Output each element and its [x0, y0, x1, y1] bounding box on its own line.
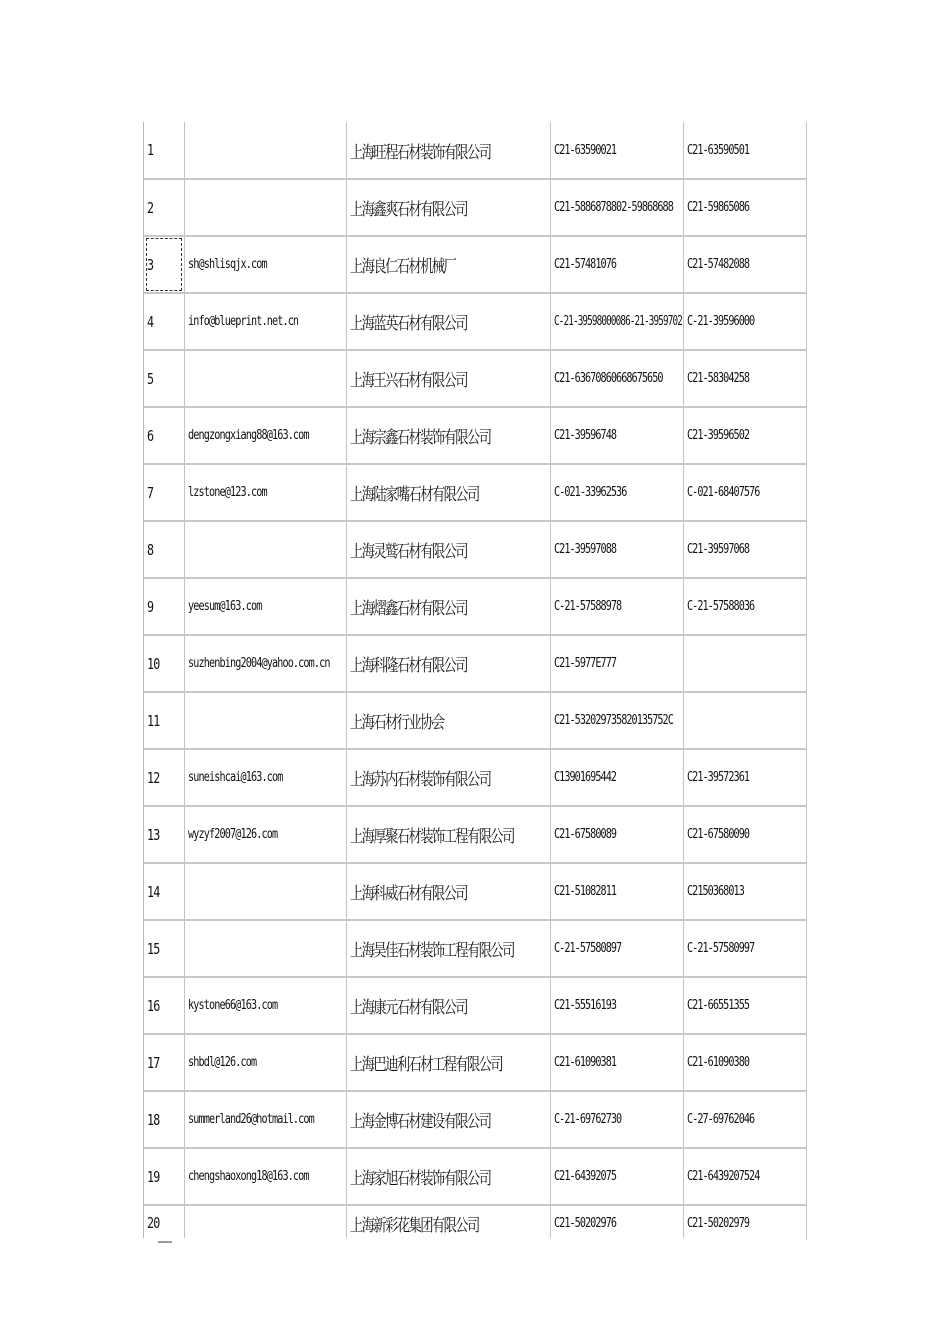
email-cell[interactable]: dengzongxiang88@163.com: [184, 407, 346, 464]
email-cell[interactable]: [184, 179, 346, 236]
table-row: [144, 578, 806, 635]
row-number[interactable]: 4: [144, 293, 184, 350]
table-row: [144, 977, 806, 1034]
contacts-table: [144, 122, 807, 1240]
row-number[interactable]: 11: [144, 692, 184, 749]
table-row: [144, 1205, 806, 1240]
fax-cell[interactable]: C21-6439207524: [683, 1148, 806, 1205]
company-name-cell[interactable]: 上海良仁石材机械厂: [346, 236, 550, 293]
table-row: [144, 1091, 806, 1148]
table-row: [144, 1034, 806, 1091]
company-name-cell[interactable]: 上海宗鑫石材装饰有限公司: [346, 407, 550, 464]
row-number[interactable]: 1: [144, 122, 184, 179]
company-name-cell[interactable]: 上海灵鹫石材有限公司: [346, 521, 550, 578]
phone-cell[interactable]: C21-61090381: [550, 1034, 683, 1091]
row-number[interactable]: 9: [144, 578, 184, 635]
row-number[interactable]: 16: [144, 977, 184, 1034]
email-cell[interactable]: [184, 920, 346, 977]
row-number[interactable]: 17: [144, 1034, 184, 1091]
company-name-cell[interactable]: 上海石材行业协会: [346, 692, 550, 749]
fax-cell[interactable]: C21-39597068: [683, 521, 806, 578]
fax-cell[interactable]: C21-39596502: [683, 407, 806, 464]
fax-cell[interactable]: C21-66551355: [683, 977, 806, 1034]
table-row: [144, 464, 806, 521]
table-row: [144, 179, 806, 236]
email-cell[interactable]: [184, 521, 346, 578]
email-cell[interactable]: [184, 1205, 346, 1240]
table-row: [144, 350, 806, 407]
table-row: [144, 635, 806, 692]
company-name-cell[interactable]: 上海旺程石材装饰有限公司: [346, 122, 550, 179]
fax-cell[interactable]: C21-50202979: [683, 1205, 806, 1240]
company-name-cell[interactable]: 上海金博石材建设有限公司: [346, 1091, 550, 1148]
phone-cell[interactable]: C-21-57588978: [550, 578, 683, 635]
company-name-cell[interactable]: 上海厚聚石材装饰工程有限公司: [346, 806, 550, 863]
company-name-cell[interactable]: 上海家旭石材装饰有限公司: [346, 1148, 550, 1205]
spreadsheet-table: [143, 122, 806, 1240]
fax-cell[interactable]: C21-58304258: [683, 350, 806, 407]
phone-cell[interactable]: C21-39596748: [550, 407, 683, 464]
email-cell[interactable]: [184, 350, 346, 407]
email-cell[interactable]: chengshaoxong18@163.com: [184, 1148, 346, 1205]
company-name-cell[interactable]: 上海科隆石材有限公司: [346, 635, 550, 692]
email-cell[interactable]: summerland26@hotmail.com: [184, 1091, 346, 1148]
row-number[interactable]: 18: [144, 1091, 184, 1148]
phone-cell[interactable]: C-21-57580897: [550, 920, 683, 977]
phone-cell[interactable]: C21-39597088: [550, 521, 683, 578]
company-name-cell[interactable]: 上海鑫爽石材有限公司: [346, 179, 550, 236]
row-number[interactable]: 19: [144, 1148, 184, 1205]
email-cell[interactable]: sh@shlisqjx.com: [184, 236, 346, 293]
phone-cell[interactable]: C-21-69762730: [550, 1091, 683, 1148]
phone-cell[interactable]: C21-50202976: [550, 1205, 683, 1240]
company-name-cell[interactable]: 上海王兴石材有限公司: [346, 350, 550, 407]
email-cell[interactable]: lzstone@123.com: [184, 464, 346, 521]
row-number[interactable]: 8: [144, 521, 184, 578]
company-name-cell[interactable]: 上海新彩花集团有限公司: [346, 1205, 550, 1240]
table-row: [144, 920, 806, 977]
table-row: [144, 749, 806, 806]
email-cell[interactable]: shbdl@126.com: [184, 1034, 346, 1091]
row-number[interactable]: 12: [144, 749, 184, 806]
company-name-cell[interactable]: 上海康元石材有限公司: [346, 977, 550, 1034]
row-number[interactable]: 20: [144, 1205, 184, 1240]
table-row: [144, 293, 806, 350]
fax-cell[interactable]: C21-59865086: [683, 179, 806, 236]
scroll-marker: [158, 1241, 172, 1243]
phone-cell[interactable]: C21-532029735820135752C: [550, 692, 683, 749]
fax-cell[interactable]: C-21-39596000: [683, 293, 806, 350]
table-row: [144, 236, 806, 293]
email-cell[interactable]: yeesum@163.com: [184, 578, 346, 635]
email-cell[interactable]: suzhenbing2004@yahoo.com.cn: [184, 635, 346, 692]
phone-cell[interactable]: C21-63590021: [550, 122, 683, 179]
table-row: [144, 692, 806, 749]
fax-cell[interactable]: C2150368013: [683, 863, 806, 920]
fax-cell[interactable]: C-21-57588036: [683, 578, 806, 635]
row-number[interactable]: 2: [144, 179, 184, 236]
email-cell[interactable]: [184, 692, 346, 749]
row-number[interactable]: 15: [144, 920, 184, 977]
phone-cell[interactable]: C21-63670860668675650: [550, 350, 683, 407]
phone-cell[interactable]: C21-55516193: [550, 977, 683, 1034]
company-name-cell[interactable]: 上海苏内石材装饰有限公司: [346, 749, 550, 806]
phone-cell[interactable]: C21-5977E777: [550, 635, 683, 692]
email-cell[interactable]: info@blueprint.net.cn: [184, 293, 346, 350]
fax-cell[interactable]: C-21-57580997: [683, 920, 806, 977]
fax-cell[interactable]: [683, 635, 806, 692]
table-row: [144, 806, 806, 863]
row-number[interactable]: 7: [144, 464, 184, 521]
row-number[interactable]: 5: [144, 350, 184, 407]
fax-cell[interactable]: C-27-69762046: [683, 1091, 806, 1148]
email-cell[interactable]: [184, 122, 346, 179]
table-row: [144, 521, 806, 578]
row-number[interactable]: 13: [144, 806, 184, 863]
row-number[interactable]: 3: [144, 236, 184, 293]
phone-cell[interactable]: C13901695442: [550, 749, 683, 806]
table-body: [144, 122, 806, 1240]
company-name-cell[interactable]: 上海陆家嘴石材有限公司: [346, 464, 550, 521]
fax-cell[interactable]: C21-67580090: [683, 806, 806, 863]
fax-cell[interactable]: C21-39572361: [683, 749, 806, 806]
company-name-cell[interactable]: 上海熠鑫石材有限公司: [346, 578, 550, 635]
phone-cell[interactable]: C-021-33962536: [550, 464, 683, 521]
row-number[interactable]: 14: [144, 863, 184, 920]
company-name-cell[interactable]: 上海昊佳石材装饰工程有限公司: [346, 920, 550, 977]
fax-cell[interactable]: C21-61090380: [683, 1034, 806, 1091]
table-row: [144, 407, 806, 464]
company-name-cell[interactable]: 上海巴迪利石材工程有限公司: [346, 1034, 550, 1091]
phone-cell[interactable]: C21-51082811: [550, 863, 683, 920]
phone-cell[interactable]: C-21-39598000086-21-3959702: [550, 293, 683, 350]
phone-cell[interactable]: C21-67580089: [550, 806, 683, 863]
fax-cell[interactable]: C21-63590501: [683, 122, 806, 179]
fax-cell[interactable]: [683, 692, 806, 749]
email-cell[interactable]: [184, 863, 346, 920]
company-name-cell[interactable]: 上海科威石材有限公司: [346, 863, 550, 920]
company-name-cell[interactable]: 上海蓝英石材有限公司: [346, 293, 550, 350]
phone-cell[interactable]: C21-57481076: [550, 236, 683, 293]
phone-cell[interactable]: C21-64392075: [550, 1148, 683, 1205]
fax-cell[interactable]: C-021-68407576: [683, 464, 806, 521]
table-row: [144, 863, 806, 920]
table-row: [144, 1148, 806, 1205]
email-cell[interactable]: suneishcai@163.com: [184, 749, 346, 806]
table-row: [144, 122, 806, 179]
phone-cell[interactable]: C21-5886878802-59868688: [550, 179, 683, 236]
row-number[interactable]: 10: [144, 635, 184, 692]
email-cell[interactable]: wyzyf2007@126.com: [184, 806, 346, 863]
page-bottom-edge: [143, 1238, 805, 1244]
fax-cell[interactable]: C21-57482088: [683, 236, 806, 293]
row-number[interactable]: 6: [144, 407, 184, 464]
email-cell[interactable]: kystone66@163.com: [184, 977, 346, 1034]
